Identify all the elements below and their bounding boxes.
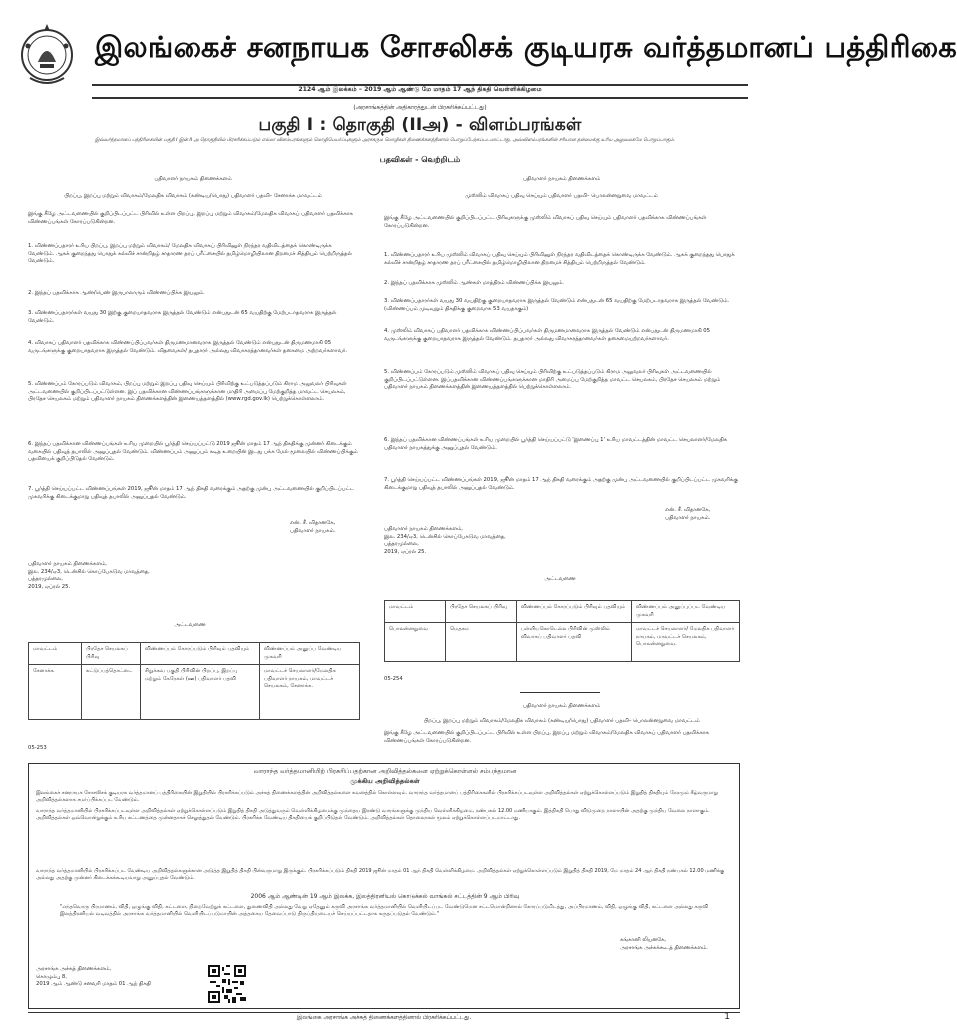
- right-third-org: பதிவாளர் நாயகம் திணைக்களம்: [522, 703, 601, 709]
- table-header-row: [385, 601, 740, 623]
- table-cell: சேனாக்க: [29, 665, 82, 720]
- right-notice-para: 5. விண்ணப்பம் கோரப்படும் முஸ்லிம் விவாகப் பதிவு செய்யும் பிரிவிற்கு உட்படுத்தப்படும் கிராம அலுவலர் பிரிவுகள் அட்டவணையில் குறிப்பிடப்பட்டுள்ளன. இப்பதவிக்கான விண்ணப்பங்களுக்கான மாதிரி அமைப்பு மேற்குறித்த மாவட்ட செயலகம், பிரதேச செயலகம் மற்றும் பதிவாளர் நாயகம் திணைக்களத்தின் இணையத்தளத்தில் பெற்றுக்கொள்ளலாம்.: [384, 369, 721, 391]
- notice-box-para: வாராந்த வர்த்தமானியில் பிரசுரிக்கப்பட வேண்டிய அறிவித்தல்களுக்கான அடுத்த இறுதித் திகதி பின்வருமாறு இருக்கும். பிரசுரிக்கப்படும் திகதி 2019 ஜூன் மாதம் 01 ஆந் திகதி வெள்ளிக்கிழமை. அறிவித்தல்கள் ஏற்றுக்கொள்ளப்படும் இறுதித் திகதி 2019, மே மாதம் 24 ஆந் திகதி நண்பகல் 12.00 மணிக்கு அல்லது அதற்கு முன்னர் கிடைக்கக்கூடியவாறு அனுப்புதல் வேண்டும்.: [36, 868, 725, 882]
- section-title: பகுதி I : தொகுதி (IIஅ) - விளம்பரங்கள்: [258, 115, 582, 135]
- disclaimer-note: இவ்வர்த்தமானப் பத்திரிகையின் பகுதி I இன் II அ தொகுதியில் பிரசுரிக்கப்படும் எல்லா விளம்பரங்களும் மொழிபெயர்ப்புகளும் அரசகரும மொழிகள் திணைக்களத்தினால் பொறுப்பேற்கப்படமாட்டாது. அவ்விளம்பரங்களின் சரியான தன்மைக்கு உரிய அலுவலகமே பொறுப்பாகும்.: [95, 138, 675, 143]
- printer-signatory-title: அரசாங்க அச்சுக்கூடத் திணைக்களம்.: [620, 945, 708, 951]
- masthead-rule-bottom: [92, 97, 748, 99]
- right-notice-title: முஸ்லிம் விவாகப் பதிவு செய்யும் பதிவாளர் பதவி– பொலன்னறுவை மாவட்டம்: [465, 193, 658, 199]
- table-header-cell: விண்ணப்பம் கோரப்படும் பிரிவும் பதவியும்: [141, 643, 260, 665]
- vacancies-heading: பதவிகள் - வெற்றிடம்: [379, 155, 461, 164]
- left-notice-org: பதிவாளர் நாயகம் திணைக்களம்: [154, 176, 232, 182]
- page-number: 1: [724, 1012, 730, 1022]
- right-signatory-name: என். சீ. விதானகே,: [665, 507, 711, 513]
- left-schedule-table: [28, 642, 360, 720]
- left-notice-para: 4. விவாகப் பதிவாளர் பதவிக்காக விண்ணப்பிப்பவர்கள் திருமணமானவராக இருத்தல் வேண்டும் என்பதுடன் திருமணமாகி 05 வருடங்களுக்கு குறையாதவராக இருத்தல் வேண்டும். விதவைகள்/ தபுதாரர் அல்லது விவாகரத்தானவர்கள் தகைமை அற்றவர்களாவர்.: [28, 340, 348, 354]
- page-footer-text: இலங்கை அரசாங்க அச்சுத் திணைக்களத்தினால் பிரசுரிக்கப்பட்டது.: [296, 1015, 472, 1021]
- right-notice-para: 2. இந்தப் பதவிக்காக முஸ்லிம் ஆண்கள் மாத்திரம் விண்ணப்பிக்க இயலும்.: [384, 280, 564, 286]
- gazette-masthead-title: இலங்கைச் சனநாயக சோசலிசக் குடியரசு வர்த்தமானப் பத்திரிகை: [95, 30, 957, 64]
- notice-box-subtitle: முக்கிய அறிவித்தல்கள்: [350, 777, 420, 785]
- right-third-para: இங்கு கீழே அட்டவணையில் குறிப்பிடப்பட்ட பிரிவில் உள்ள பிறப்பு, இறப்பு மற்றும் விவாகம்/மேலதிக விவாகப் பதிவாளர் பதவிக்காக விண்ணப்பங்கள் கோரப்படுகின்றன.: [384, 730, 709, 744]
- printer-signatory-name: கங்கானி லியனகே,: [620, 937, 667, 943]
- qr-code-icon: [208, 965, 246, 1003]
- authority-line: (அரசாங்கத்தின் அதிகாரத்துடன் பிரசுரிக்கப்பட்டது): [353, 105, 487, 111]
- left-notice-para: இங்கு கீழே அட்டவணையில் குறிப்பிடப்பட்ட பிரிவில் உள்ள பிறப்பு, இறப்பு மற்றும் விவாகம்/மேலதிக விவாகப் பதிவாளர் பதவிக்காக விண்ணப்பங்கள் கோரப்படுகின்றன.: [28, 211, 353, 225]
- table-header-cell: விண்ணப்பம் அனுப்புப்பட வேண்டிய முகவரி: [632, 601, 740, 623]
- left-signatory-title: பதிவாளர் நாயகம்.: [290, 528, 336, 534]
- table-header-row: [29, 643, 360, 665]
- table-cell: மெதகம: [446, 623, 517, 662]
- table-row: [29, 665, 360, 720]
- left-reference: 05-253: [28, 745, 47, 751]
- left-schedule-title: அட்டவணை: [174, 622, 206, 628]
- right-notice-para: 1. விண்ணப்பதாரர் உரிய முஸ்லிம் விவாகப் பதிவு செய்யும் பிரிவினுள் நிரந்தர வதிவிடத்தைக் கொண்டிருக்க வேண்டும். ஆகக் குறைந்தது பொதுக் கல்விச் சான்றிதழ் சாதாரண தரப் பரீட்சையில் தமிழ்மொழியிலான திறமைச் சித்தியும் பெற்றிருத்தல் வேண்டும்.: [384, 252, 735, 266]
- right-schedule-table: [384, 600, 740, 662]
- notice-box-para: வாராந்த வர்த்தமானியில் பிரசுரிக்கப்படவுள்ள அறிவித்தல்கள் ஏற்றுக்கொள்ளப்படும் இறுதித் திகதி அடுத்துவரும் வெள்ளிக்கிழமைக்கு முந்தைய இரண்டு வாரங்களுக்கு முந்திய வெள்ளிக்கிழமை, நண்பகல் 12.00 மணியாகும். இத்திகதி பொது விடுமுறை நாளாயின் அதற்கு முந்திய வேலை நாளாகும். அறிவித்தல்கள் ஒவ்வொன்றுக்கும் உரிய கட்டணத்தை முன்னதாகச் செலுத்துதல் வேண்டும். பிரசுரிக்க வேண்டிய திகதியைக் குறிப்பிடுதல் வேண்டும். அறிவித்தல்கள் தொலைநகல் மூலம் ஏற்றுக்கொள்ளப்படமாட்டாது.: [36, 808, 710, 822]
- table-header-cell: மாவட்டம்: [29, 643, 82, 665]
- left-notice-para: 1. விண்ணப்பதாரர் உரிய பிறப்பு, இறப்பு மற்றும் விவாகம்/ மேலதிக விவாகப் பிரிவினுள் நிரந்தர வதிவிடத்தைக் கொண்டிருக்க வேண்டும். ஆகக் குறைந்தது பொதுக் கல்விச் சான்றிதழ் சாதாரண தரப் பரீட்சையில் தமிழ்மொழியிலான திறமைச் சித்தியும் பெற்றிருத்தல் வேண்டும்.: [28, 243, 352, 265]
- left-notice-para: 6. இந்தப் பதவிக்கான விண்ணப்பங்கள் உரிய முறையில் பூர்த்தி செய்யப்பட்டு 2019 ஜூன் மாதம் 17 ஆந் திகதிக்கு முன்னர் கிடைக்கும் வகையில் பதிவுத் தபாலில் அனுப்புதல் வேண்டும். விண்ணப்பம் அனுப்பும் கடித உறையின் இடது பக்க மேல் மூலையில் விண்ணப்பிக்கும் பதவியைக் குறிப்பிடுதல் வேண்டும்.: [28, 441, 358, 463]
- left-signatory-name: என். சீ. விதானகே,: [290, 520, 336, 526]
- law-quote: "எந்தவொரு பிரமாணம், விதி, ஒழுங்கு விதி, கட்டளை, நிறைவேற்றுக் கட்டளை, துணைவிதி அல்லது வேறு ஏதேனும் கருவி அரசாங்க வர்த்தமானியில் வெளியிடப்பட வேண்டுமென சட்டமொன்றினால் கோரப்படுமிடத்து, அப்பிரமாணம், விதி, ஒழுங்கு விதி, கட்டளை அல்லது கருவி இலத்திரனியல் வடிவத்தில் அரசாங்க வர்த்தமானியில் வெளியிடப்படுமாயின் அத்தகைய தேவைப்பாடு திருப்தியடையச் செய்யப்பட்டதாக கருதப்படுதல் வேண்டும்.": [60, 904, 709, 918]
- table-cell: கட்டுப்பத்தொட்டை: [82, 665, 141, 720]
- table-header-cell: மாவட்டம்: [385, 601, 446, 623]
- right-notice-para: 7. பூர்த்தி செய்யப்பட்ட விண்ணப்பங்கள் 2019, ஜூன் மாதம் 17 ஆந் திகதி வரைக்கும் அதற்கு முன்பு அட்டவணையில் குறிப்பிடப்பட்ட முகவரிக்கு கிடைக்குமாறு பதிவுத் தபாலில் அனுப்புதல் வேண்டும்.: [384, 477, 738, 491]
- right-notice-org: பதிவாளர் நாயகம் திணைக்களம்: [522, 176, 601, 182]
- table-header-cell: விண்ணப்பம் அனுப்ப வேண்டிய முகவரி: [260, 643, 360, 665]
- law-citation: 2006 ஆம் ஆண்டின் 19 ஆம் இலக்க, இலத்திரனியல் கொடுக்கல் வாங்கல் சட்டத்தின் 9 ஆம் பிரிவு: [250, 893, 520, 900]
- table-header-cell: பிரதேச செயலகப் பிரிவு: [82, 643, 141, 665]
- issue-line: 2124 ஆம் இலக்கம் – 2019 ஆம் ஆண்டு மே மாதம் 17 ஆந் திகதி வெள்ளிக்கிழமை: [298, 86, 542, 93]
- right-reference: 05-254: [384, 676, 403, 682]
- right-address: பதிவாளர் நாயகம் திணைக்களம், இல. 234/ஏ3, டென்சில் கொப்பேகடுவ மாவத்தை, பத்தரமுல்லை, 2019, ஏப்ரல் 25.: [384, 526, 506, 556]
- left-address: பதிவாளர் நாயகம் திணைக்களம், இல. 234/ஏ3, டென்சில் கொப்பேகடுவ மாவத்தை, பத்தரமுல்லை, 2019, ஏப்ரல் 25.: [28, 561, 150, 591]
- table-row: [385, 623, 740, 662]
- table-cell: பொலன்னறுவை: [385, 623, 446, 662]
- left-notice-para: 3. விண்ணப்பதாரர்கள் வயது 30 இற்கு குறையாதவராக இருத்தல் வேண்டும் என்பதுடன் 65 வயதிற்கு மேற்படாதவராக இருத்தல் வேண்டும்.: [28, 310, 337, 324]
- right-notice-para: இங்கு கீழே அட்டவணையில் குறிப்பிடப்பட்ட பிரிவுகளுக்கு முஸ்லிம் விவாகப் பதிவு செய்யும் பதிவாளர் பதவிக்காக விண்ணப்பங்கள் கோரப்படுகின்றன.: [384, 215, 707, 229]
- footer-rule: [28, 1012, 740, 1013]
- notice-separator: [520, 692, 600, 693]
- right-signatory-title: பதிவாளர் நாயகம்.: [665, 515, 711, 521]
- notice-box-title: வாராந்த வர்த்தமானியிற் பிரசுரிப்பதற்கான அறிவித்தல்களை ஏற்றுக்கொள்ளல் சம்பந்தமான: [253, 767, 517, 775]
- national-emblem-icon: [18, 22, 76, 88]
- table-cell: மாவட்டச் செயலாளர்/மேலதிக பதிவாளர் நாயகம், மாவட்டச் செயலகம், சேனாக்க.: [260, 665, 360, 720]
- right-notice-para: 6. இந்தப் பதவிக்கான விண்ணப்பங்கள் உரிய முறையில் பூர்த்தி செய்யப்பட்டு 'இணைப்பு 1' உரிய மாவட்டத்தின் மாவட்ட செயலாளர்/மேலதிக பதிவாளர் நாயகத்துக்கு அனுப்புதல் வேண்டும்.: [384, 437, 728, 451]
- left-notice-para: 5. விண்ணப்பம் கோரப்படும் விவாகம், பிறப்பு மற்றும் இறப்பு பதிவு செய்யும் பிரிவிற்கு உட்படுத்தப்படும் கிராம அலுவலர் பிரிவுகள் அட்டவணையில் குறிப்பிடப்பட்டுள்ளன. இப் பதவிக்கான விண்ணப்பங்களுக்கான மாதிரி அமைப்பு மேற்குறித்த மாவட்ட செயலகம், பிரதேச செயலகம் மற்றும் பதிவாளர் நாயகம் திணைக்களத்தின் இணையத்தளத்தில் (www.rgd.gov.lk) பெற்றுக்கொள்ளலாம்.: [28, 381, 347, 403]
- right-third-title: பிறப்பு, இறப்பு மற்றும் விவாகம்/மேலதிக விவாகம் (கண்டிய/பொது) பதிவாளர் பதவி– பொலன்னறுவை மாவட்டம்: [423, 718, 700, 724]
- printer-address: அரசாங்க அச்சுத் திணைக்களம், கொழும்பு 8, 2019 ஆம் ஆண்டு சனவரி மாதம் 01 ஆந் திகதி: [36, 966, 151, 988]
- left-notice-para: 7. பூர்த்தி செய்யப்பட்ட விண்ணப்பங்கள் 2019, ஜூன் மாதம் 17 ஆந் திகதி வரைக்கும் அதற்கு முன்பு அட்டவணையில் குறிப்பிடப்பட்ட முகவரிக்கு கிடைக்குமாறு பதிவுத் தபாலில் அனுப்புதல் வேண்டும்.: [28, 486, 354, 500]
- left-notice-title: பிறப்பு, இறப்பு மற்றும் விவாகம்/மேலதிக விவாகம் (கண்டிய/பொது) பதிவாளர் பதவி– சேனாக்க மாவட்டம்: [64, 193, 322, 199]
- table-cell: சிறுக்கவ பகுதி பிரிவின் பிறப்பு, இறப்பு மற்றும் கேரேகள் (ஊ) பதிவாளர் பதவி: [141, 665, 260, 720]
- table-header-cell: விண்ணப்பம் கோரப்படும் பிரிவும் பதவியும்: [517, 601, 632, 623]
- table-header-cell: பிரதேச செயலகப் பிரிவு: [446, 601, 517, 623]
- table-cell: மாவட்டச் செயலாளர்/ மேலதிக பதிவாளர் நாயகம், மாவட்டச் செயலகம், பொலன்னறுவை.: [632, 623, 740, 662]
- table-cell: பள்ளியகொடெல்ல பிரிவின் முஸ்லிம் விவாகப் பதிவாளர் பதவி: [517, 623, 632, 662]
- notice-box-para: இலங்கைச் சனநாயக சோசலிசக் குடியரசு வர்த்தமானப் பத்திரிகையின் இறுதியில் பிரசுரிக்கப்படும் அச்சுத் திணைக்களத்தின் அறிவித்தல்களை கவனத்தில் கொள்ளவும். வாராந்த வர்த்தமானப் பத்திரிகைகளில் பிரசுரிக்கப்படவுள்ள அறிவித்தல்கள் ஏற்றுக்கொள்ளப்படும் இறுதித் திகதியும் நேரமும் கீழ்வருமாறு அறிவித்தல்களாக சமர்ப்பிக்கப்பட வேண்டும்.: [36, 790, 718, 804]
- left-notice-para: 2. இந்தப் பதவிக்காக ஆண்/பெண் இருபாலாரும் விண்ணப்பிக்க இயலும்.: [28, 290, 205, 296]
- right-notice-para: 3. விண்ணப்பதாரர்கள் வயது 30 வயதிற்கு குறையாதவராக இருத்தல் வேண்டும் என்பதுடன் 65 வயதிற்கு மேற்படாதவராக இருத்தல் வேண்டும். (விண்ணப்பம் முடிவுறும் திகதிக்கு குறைவாக 53 வயதாகும்): [384, 298, 730, 312]
- right-schedule-title: அட்டவணை: [544, 576, 576, 582]
- right-notice-para: 4. முஸ்லிம் விவாகப் பதிவாளர் பதவிக்காக விண்ணப்பிப்பவர்கள் திருமணமானவராக இருத்தல் வேண்டும் என்பதுடன் திருமணமாகி 05 வருடங்களுக்கு குறையாதவராக இருத்தல் வேண்டும். தபுதாரர் அல்லது விவாகரத்தானவர்கள் தகைமையற்றவர்களாவர்.: [384, 328, 710, 342]
